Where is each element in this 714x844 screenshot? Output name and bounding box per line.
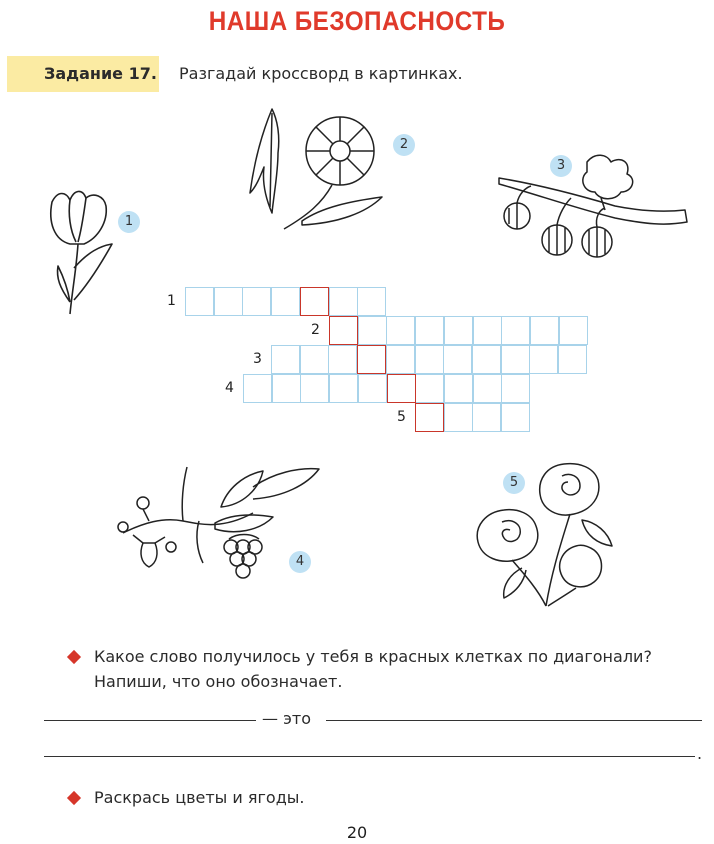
- crossword-cell[interactable]: [415, 345, 444, 374]
- task-label: Задание 17.: [7, 56, 159, 92]
- crossword-cell[interactable]: [243, 374, 272, 403]
- crossword-cell[interactable]: [501, 403, 530, 432]
- crossword-cell[interactable]: [358, 374, 387, 403]
- crossword-cell[interactable]: [242, 287, 271, 316]
- crossword-cell[interactable]: [444, 316, 473, 345]
- crossword-row-number: 3: [253, 351, 262, 367]
- crossword-row-number: 5: [397, 409, 406, 425]
- crossword-cell[interactable]: [386, 316, 415, 345]
- answer-line-meaning[interactable]: [326, 720, 702, 721]
- crossword-cell[interactable]: [358, 316, 387, 345]
- crossword-cell[interactable]: [472, 403, 501, 432]
- crossword-cell[interactable]: [387, 374, 416, 403]
- crossword-cell[interactable]: [530, 316, 559, 345]
- page-title: НАША БЕЗОПАСНОСТЬ: [208, 6, 506, 36]
- crossword-cell[interactable]: [329, 374, 358, 403]
- rose-icon: [466, 460, 626, 610]
- crossword-cell[interactable]: [558, 345, 587, 374]
- crossword-cell[interactable]: [472, 345, 501, 374]
- picture-badge-3: 3: [550, 155, 572, 177]
- crossword-row-number: 4: [225, 380, 234, 396]
- crossword-cell[interactable]: [185, 287, 214, 316]
- crossword-cell[interactable]: [559, 316, 588, 345]
- question-1-line-2: Напиши, что оно обозначает.: [94, 672, 343, 691]
- dandelion-icon: [242, 103, 392, 243]
- crossword-cell[interactable]: [473, 374, 502, 403]
- crossword-cell[interactable]: [328, 345, 357, 374]
- crossword-cell[interactable]: [501, 316, 530, 345]
- crossword-cell[interactable]: [501, 345, 530, 374]
- crossword-cell[interactable]: [357, 345, 386, 374]
- picture-badge-5: 5: [503, 472, 525, 494]
- crossword-cell[interactable]: [415, 316, 444, 345]
- task-instruction: Разгадай кроссворд в картинках.: [179, 64, 463, 83]
- crossword-row-number: 2: [311, 322, 320, 338]
- crossword-cell[interactable]: [329, 287, 358, 316]
- crossword-cell[interactable]: [272, 374, 301, 403]
- crossword-cell[interactable]: [444, 403, 473, 432]
- crossword-cell[interactable]: [300, 374, 329, 403]
- crossword-cell[interactable]: [214, 287, 243, 316]
- crossword-cell[interactable]: [357, 287, 386, 316]
- crossword-cell[interactable]: [386, 345, 415, 374]
- answer-line-word[interactable]: [44, 720, 256, 721]
- page-number: 20: [346, 823, 368, 842]
- gooseberry-icon: [495, 148, 695, 273]
- question-1-line-1: Какое слово получилось у тебя в красных клетках по диагонали?: [94, 647, 652, 666]
- answer-line-continuation[interactable]: [44, 756, 695, 757]
- tulip-icon: [40, 182, 120, 322]
- crossword-row-number: 1: [167, 293, 176, 309]
- crossword-cell[interactable]: [444, 374, 473, 403]
- crossword-cell[interactable]: [415, 403, 444, 432]
- picture-badge-2: 2: [393, 134, 415, 156]
- crossword-cell[interactable]: [300, 287, 329, 316]
- answer-separator: — это: [262, 709, 311, 728]
- crossword-cell[interactable]: [329, 316, 358, 345]
- crossword-cell[interactable]: [415, 374, 444, 403]
- crossword-cell[interactable]: [501, 374, 530, 403]
- bullet-icon: [67, 650, 81, 664]
- bullet-icon: [67, 791, 81, 805]
- crossword-cell[interactable]: [529, 345, 558, 374]
- crossword-cell[interactable]: [473, 316, 502, 345]
- crossword-cell[interactable]: [271, 345, 300, 374]
- picture-badge-1: 1: [118, 211, 140, 233]
- crossword-cell[interactable]: [300, 345, 329, 374]
- answer-end-period: .: [697, 744, 703, 763]
- crossword-cell[interactable]: [443, 345, 472, 374]
- question-2: Раскрась цветы и ягоды.: [94, 788, 305, 807]
- crossword-cell[interactable]: [271, 287, 300, 316]
- picture-badge-4: 4: [289, 551, 311, 573]
